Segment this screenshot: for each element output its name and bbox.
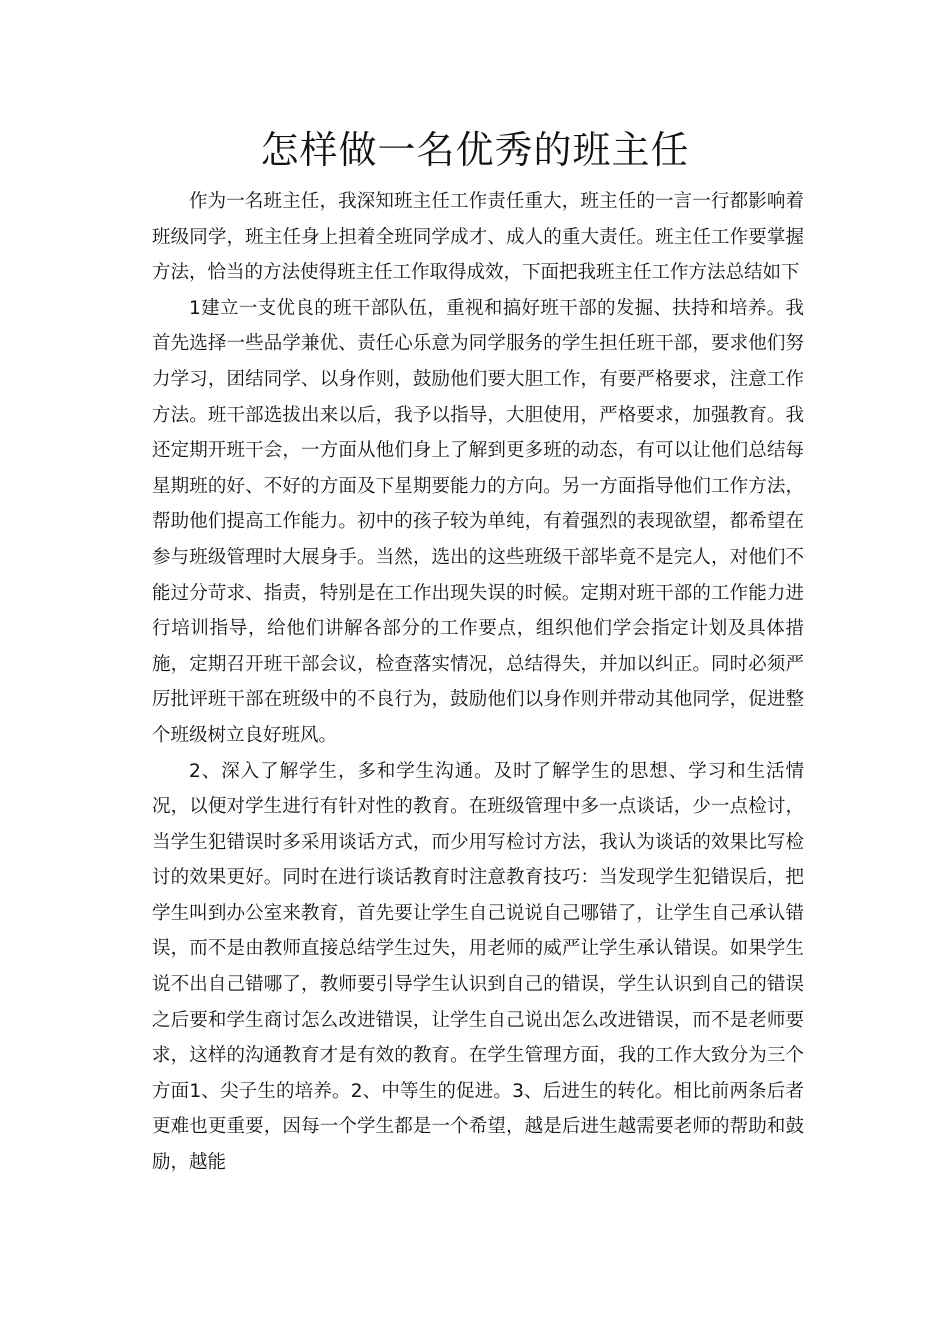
paragraph-intro: 作为一名班主任，我深知班主任工作责任重大，班主任的一言一行都影响着班级同学，班主任身上担着全班同学成才、成人的重大责任。班主任工作要掌握方法，恰当的方法使得班主任工作取得成效，下面把我班主任工作方法总结如下 <box>152 191 804 284</box>
paragraph-student-communication: 2、深入了解学生，多和学生沟通。及时了解学生的思想、学习和生活情况，以便对学生进行有针对性的教育。在班级管理中多一点谈话，少一点检讨，当学生犯错误时多采用谈话方式，而少用写检讨方法，我认为谈话的效果比写检讨的效果更好。同时在进行谈话教育时注意教育技巧：当发现学生犯错误后，把学生叫到办公室来教育，首先要让学生自己说说自己哪错了，让学生自己承认错误，而不是由教师直接总结学生过失，用老师的威严让学生承认错误。如果学生说不出自己错哪了，教师要引导学生认识到自己的错误，学生认识到自己的错误之后要和学生商讨怎么改进错误，让学生自己说出怎么改进错误，而不是老师要求，这样的沟通教育才是有效的教育。在学生管理方面，我的工作大致分为三个方面1、尖子生的培养。2、中等生的促进。3、后进生的转化。相比前两条后者更难也更重要，因每一个学生都是一个希望，越是后进生越需要老师的帮助和鼓励，越能 <box>152 760 804 1174</box>
document-title: 怎样做一名优秀的班主任 <box>260 128 690 172</box>
document-body <box>152 184 804 1181</box>
paragraph-class-cadres: 1建立一支优良的班干部队伍，重视和搞好班干部的发掘、扶持和培养。我首先选择一些品学兼优、责任心乐意为同学服务的学生担任班干部，要求他们努力学习，团结同学、以身作则，鼓励他们要大胆工作，有要严格要求，注意工作方法。班干部选拔出来以后，我予以指导，大胆使用，严格要求，加强教育。我还定期开班干会，一方面从他们身上了解到更多班的动态，有可以让他们总结每星期班的好、不好的方面及下星期要能力的方向。另一方面指导他们工作方法，帮助他们提高工作能力。初中的孩子较为单纯，有着强烈的表现欲望，都希望在参与班级管理时大展身手。当然，选出的这些班级干部毕竟不是完人，对他们不能过分苛求、指责，特别是在工作出现失误的时候。定期对班干部的工作能力进行培训指导，给他们讲解各部分的工作要点，组织他们学会指定计划及具体措施，定期召开班干部会议，检查落实情况，总结得失，并加以纠正。同时必须严厉批评班干部在班级中的不良行为，鼓励他们以身作则并带动其他同学，促进整个班级树立良好班风。 <box>152 297 804 746</box>
